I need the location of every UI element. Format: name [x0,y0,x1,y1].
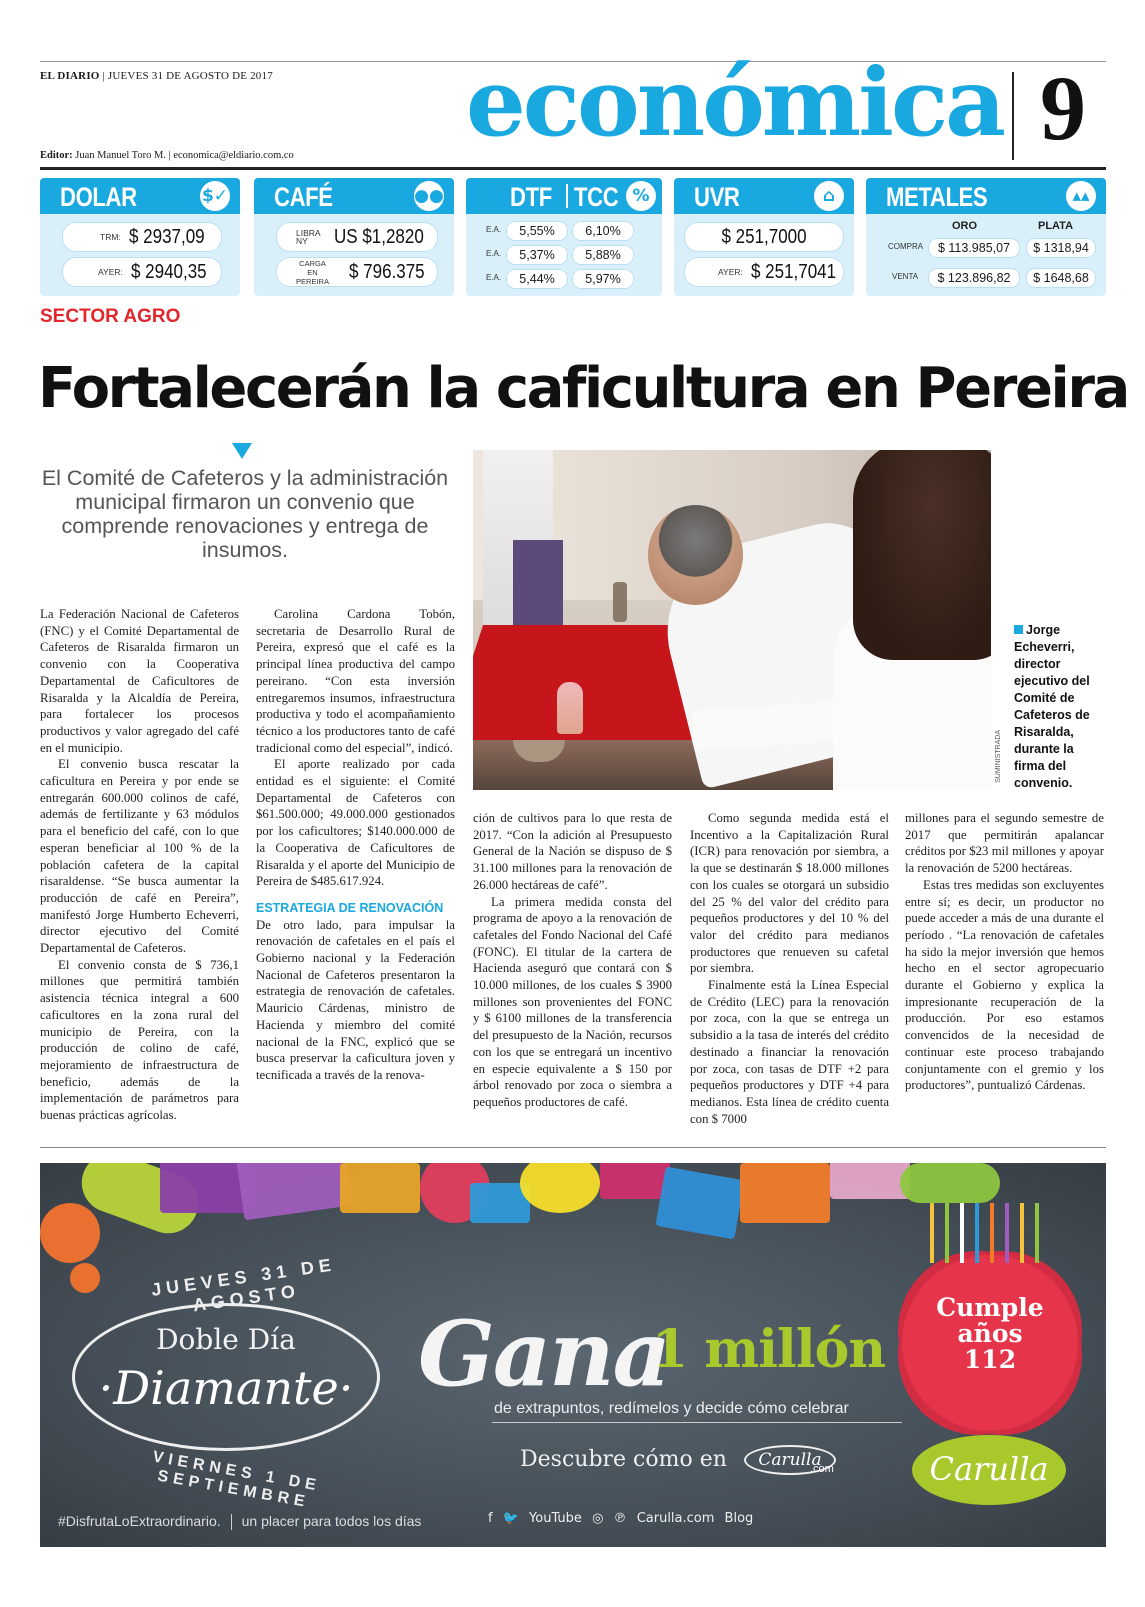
compra-oro-value: $ 113.985,07 [928,238,1020,258]
caption-square-icon [1014,625,1023,634]
pinterest-icon[interactable]: ℗ [613,1511,627,1526]
uvr-ayer-value: $ 251,7041 [750,260,836,283]
oro-header: ORO [952,220,978,232]
photo-woman-hair [853,450,991,660]
instagram-icon[interactable]: ◎ [592,1511,604,1526]
confetti-shape [900,1163,1000,1203]
section-title: económica [466,48,1004,158]
dtf-value: 5,44% [506,269,568,289]
indicator-uvr [674,178,854,296]
ad-doble-dia: Doble Día [156,1323,296,1356]
trm-pill [62,222,222,252]
ad-hashtag: #DisfrutaLoExtraordinario. [58,1513,221,1529]
paragraph: La primera medida consta del programa de apoyo a la renovación de cafetales del Fondo Nacional del Café (FONC). El titular de la cartera de Hacienda aseguró que contará con $ 10.000 millones, de los cuales $ 3900 millones son provenientes del FONC y $ 6100 millones de la transferencia del presupuesto de la Nación, recursos con los que se entregará un incentivo en especie equivalente a $ 150 por árbol renovado por zoca o siembra a pequeños productores de café. [473,894,672,1109]
uvr-today-pill [684,222,844,252]
dtf-tcc-divider [566,184,568,208]
libra-ny-value: US $1,2820 [334,225,424,248]
indicator-header [40,178,240,214]
confetti-shape [520,1163,600,1213]
uvr-ayer-label: AYER: [718,266,743,277]
ad-descubre: Descubre cómo en [520,1447,727,1472]
ad-cumple-line-3: 112 [963,1345,1017,1374]
candle-icon [960,1203,964,1263]
paragraph: Finalmente está la Línea Especial de Crédito (LEC) para la renovación por zoca, con la que se entrega un subsidio a la tasa de interés del crédito destinado a financiar la renovación por zoca, con tasas de DTF +2 para pequeños productores y DTF +4 para medianos. Esta línea de crédito cuenta con $ 7000 [690,978,889,1126]
dtf-value: 5,55% [506,221,568,241]
paragraph: millones para el segundo semestre de 2017 que permitirán apalancar créditos por $23 mil millones y apoyar la renovación de 5200 hectáreas. [905,811,1104,876]
indicator-title: METALES [886,182,988,212]
carga-pereira-pill [276,257,438,287]
ad-extrapuntos: de extrapuntos, redímelos y decide cómo celebrar [494,1400,849,1417]
page-number: 9 [1040,57,1086,159]
photo-caption [1014,622,1098,792]
body-column-2 [256,606,455,1084]
percent-icon: % [626,181,656,211]
tcc-value: 6,10% [572,221,634,241]
paragraph: El convenio busca rescatar la caficultura en Pereira y por ende se entregarán 600.000 colinos de café, además de fertilizante y 63 módulos para el beneficio del café, con lo que esperan beneficiar al 100 % de la población cafetera de la capital risaraldense. “Se busca aumentar la producción de café en Pereira”, manifestó Jorge Humberto Echeverri, director ejecutivo del Comité Departamental de Cafeteros. [40,757,239,956]
indicator-header [866,178,1106,214]
tcc-value: 5,88% [572,245,634,265]
venta-label: VENTA [892,272,919,281]
dateline: EL DIARIO | JUEVES 31 DE AGOSTO DE 2017 [40,70,273,82]
masthead-rule [40,167,1106,170]
libra-ny-pill [276,222,438,252]
indicator-dtf-tcc [466,178,662,296]
ad-carulla-com-suffix: .com [810,1463,834,1475]
carga-pereira-value: $ 796.375 [349,260,425,283]
subhead: ESTRATEGIA DE RENOVACIÓN [256,900,444,915]
candle-icon [975,1203,979,1263]
article-bottom-rule [40,1147,1106,1148]
ad-social-links [488,1511,759,1526]
indicator-title: UVR [694,182,740,212]
ad-date-top: JUEVES 31 DE AGOSTO [149,1254,337,1316]
ea-label: E.A. [486,225,502,234]
indicator-header [674,178,854,214]
photo-background-person-dress [513,540,563,630]
paragraph: ción de cultivos para lo que resta de 2017. “Con la adición al Presupuesto General de la Nación se dispuso de $ 31.100 millones para la renovación de 26.000 hectáreas de café”. [473,811,672,892]
carulla-advertisement[interactable] [40,1163,1106,1547]
confetti-shape [740,1163,830,1223]
deck-arrow-icon [232,443,252,459]
ad-footer [58,1513,421,1530]
photo-glass [557,682,583,734]
ad-cumple-line-1: Cumple [936,1293,1044,1322]
editor-email[interactable]: economica@eldiario.com.co [173,150,294,161]
dolar-ayer-pill [62,257,222,287]
plata-header: PLATA [1038,220,1074,232]
twitter-icon[interactable]: 🐦 [502,1511,519,1526]
gold-bars-icon: ▴▴ [1066,181,1096,211]
confetti-shape [40,1203,100,1263]
masthead-divider [1012,72,1014,160]
confetti-shape [830,1163,910,1199]
section-kicker: SECTOR AGRO [40,306,181,327]
check-money-icon: $✓ [200,181,230,211]
paragraph: La Federación Nacional de Cafeteros (FNC) y el Comité Departamental de Cafeteros de Risaralda firmaron un convenio con la Cooperativa Departamental de Caficultores de Risaralda y la Alcaldía de Pereira, para fortalecer los procesos productivos y valor agregado del café en el municipio. [40,607,239,755]
ad-footer-divider [231,1514,232,1530]
venta-plata-value: $ 1648,68 [1026,268,1096,288]
facebook-icon[interactable]: f [488,1511,493,1526]
paper-name: EL DIARIO [40,70,100,82]
indicator-title: DOLAR [60,182,137,212]
ad-cumple-line-2: años [957,1319,1023,1348]
venta-oro-value: $ 123.896,82 [928,268,1020,288]
paragraph: Estas tres medidas son excluyentes entre sí; es decir, un productor no puede acceder a más de una durante el período . “La renovación de cafetales ha sido la mejor inversión que hemos hecho en el sector agropecuario durante el Gobierno y explica la impresionante recuperación de la producción. Por eso estamos convencidos de la necesidad de continuar este proceso trabajando conjuntamente con el gremio y los productores”, puntualizó Cárdenas. [905,877,1104,1093]
dtf-title: DTF [510,182,552,212]
libra-ny-label: LIBRA NY [296,227,321,246]
ad-slogan: un placer para todos los días [241,1513,422,1529]
candle-icon [1005,1203,1009,1263]
carulla-com-icon[interactable]: Carulla.com [636,1511,715,1526]
blog-link[interactable]: Blog [724,1511,754,1526]
editor-name: Juan Manuel Toro M. [75,150,166,161]
ea-label: E.A. [486,273,502,282]
carulla-logo[interactable]: Carulla [912,1435,1066,1505]
carga-label-line-1: CARGA EN [299,258,326,277]
paragraph: El convenio consta de $ 736,1 millones que permitirá también asistencia técnica integral a 600 caficultores en la zona rural del municipio de Pereira, con la producción de colino de café, mejoramiento de infraestructura de beneficio, además de la implementación de parámetros para buenas prácticas agrícolas. [40,957,239,1123]
editor-label: Editor: [40,150,73,161]
dolar-ayer-value: $ 2940,35 [130,260,207,283]
confetti-shape [340,1163,420,1213]
article-photo [473,450,991,790]
carga-pereira-label [294,259,331,286]
ad-carulla-com-logo[interactable]: Carulla [744,1445,836,1475]
tcc-title: TCC [574,182,619,212]
candle-icon [990,1203,994,1263]
ea-label: E.A. [486,249,502,258]
trm-label: TRM: [100,231,121,242]
ad-date-bottom: VIERNES 1 DE SEPTIEMBRE [151,1448,322,1512]
uvr-today-value: $ 251,7000 [721,225,807,248]
indicator-header [254,178,454,214]
body-column-3 [473,810,672,1111]
confetti-shape [655,1167,744,1240]
ad-divider [492,1422,902,1423]
confetti-shape [236,1163,353,1220]
dtf-value: 5,37% [506,245,568,265]
coffee-beans-icon: ●● [414,181,444,211]
indicator-title: CAFÉ [274,182,333,212]
house-icon: ⌂ [814,181,844,211]
uvr-ayer-pill [684,257,844,287]
indicator-header [466,178,662,214]
youtube-icon[interactable]: YouTube [529,1511,582,1526]
headline: Fortalecerán la caficultura en Pereira [38,356,1128,421]
body-column-5 [905,810,1104,1094]
paragraph: De otro lado, para impulsar la renovación de cafetales en el país el Gobierno nacional y la Federación Nacional de Cafeteros presentaron la estrategia de renovación de cafetales. Mauricio Cárdenas, ministro de Hacienda y miembro del comité nacional de la FNC, explicó que se busca preservar la caficultura joven y tecnificada a través de la renova- [256,917,455,1082]
deck: El Comité de Cafeteros y la administración municipal firmaron un convenio que comprende renovaciones y entrega de insumos. [41,466,449,562]
paragraph: Como segunda medida está el Incentivo a la Capitalización Rural (ICR) para renovación por siembra, a la que se destinarán $ 18.000 millones con los cuales se otorgará un subsidio del 25 % del valor del crédito para pequeños productores y del 10 % del valor del crédito para medianos productores que renueven su cafetal por siembra. [690,811,889,976]
candle-icon [1035,1203,1039,1263]
indicator-metales [866,178,1106,296]
body-column-4 [690,810,889,1127]
editor-line: Editor: Juan Manuel Toro M. | economica@eldiario.com.co [40,150,294,161]
tcc-value: 5,97% [572,269,634,289]
carga-label-line-2: PEREIRA [296,276,329,286]
paragraph: Carolina Cardona Tobón, secretaria de Desarrollo Rural de Pereira, expresó que el café es la principal línea productiva del campo pereirano. “Con esta inversión entregaremos insumos, infraestructura productiva y todo el acompañamiento técnico a los productores tanto de café tradicional como del especial”, indicó. [256,607,455,755]
compra-plata-value: $ 1318,94 [1026,238,1096,258]
photo-credit: SUMINISTRADA [995,730,1002,783]
ad-cumple-anos [910,1295,1070,1373]
ad-millon: 1 millón [652,1319,886,1380]
dolar-ayer-label: AYER: [98,266,123,277]
indicator-dolar [40,178,240,296]
caption-text: Jorge Echeverri, director ejecutivo del Comité de Cafeteros de Risaralda, durante la firma del convenio. [1014,623,1090,790]
confetti-shape [160,1163,250,1213]
indicator-cafe [254,178,454,296]
candle-icon [930,1203,934,1263]
confetti-shape [600,1163,670,1199]
paragraph: El aporte realizado por cada entidad es el siguiente: el Comité Departamental de Cafeteros con $61.500.000; 49.000.000 gestionados por los caficultores; $140.000.000 de la Cooperativa de Caficultores de Risaralda y el aporte del Municipio de Pereira de $485.617.924. [256,757,455,889]
body-column-1 [40,606,239,1124]
candle-icon [945,1203,949,1263]
compra-label: COMPRA [888,242,924,251]
ad-gana: Gana [418,1301,669,1407]
ad-diamante: ·Diamante· [98,1361,354,1415]
photo-man-head [648,505,743,605]
candle-icon [1020,1203,1024,1263]
issue-date: JUEVES 31 DE AGOSTO DE 2017 [107,70,273,82]
trm-value: $ 2937,09 [128,225,205,248]
photo-bottle [613,582,627,622]
